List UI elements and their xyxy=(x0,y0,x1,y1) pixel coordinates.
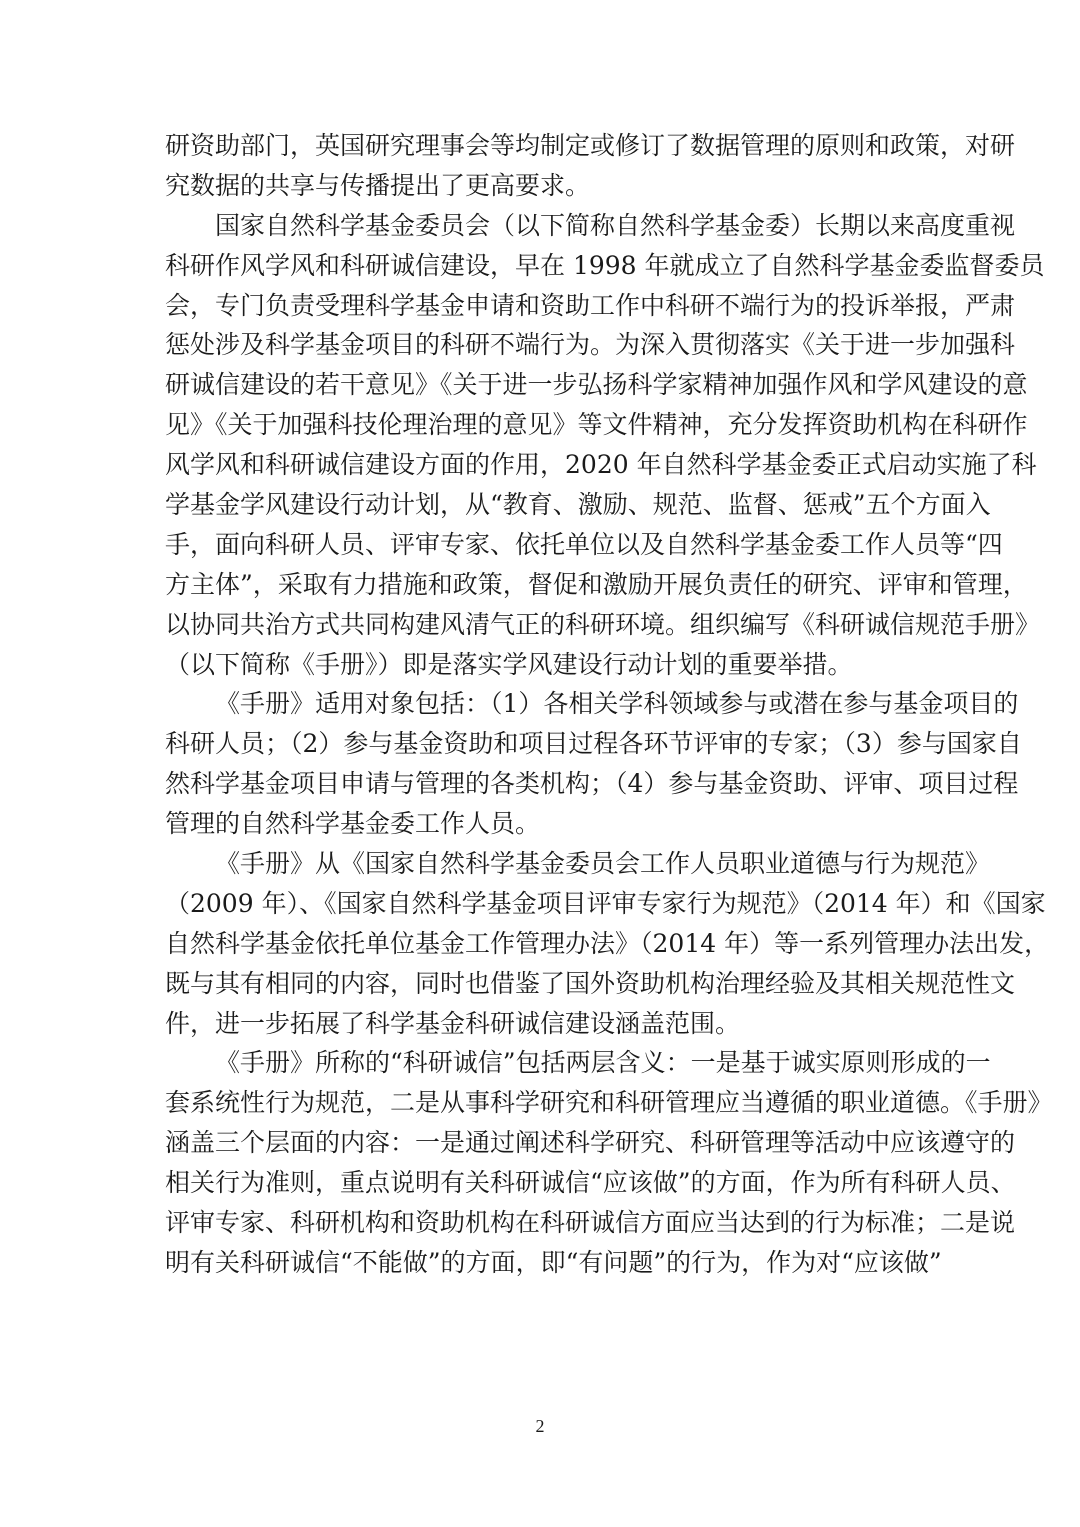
text-line: 涵盖三个层面的内容：一是通过阐述科学研究、科研管理等活动中应该遵守的 xyxy=(165,1128,1016,1158)
text-line: 件，进一步拓展了科学基金科研诚信建设涵盖范围。 xyxy=(165,1008,741,1038)
paragraph-first-line: 《手册》适用对象包括：（1）各相关学科领域参与或潜在参与基金项目的 xyxy=(215,689,1019,719)
text-line: （2009 年）、《国家自然科学基金项目评审专家行为规范》（2014 年）和《国家 xyxy=(165,888,1046,918)
text-line: 风学风和科研诚信建设方面的作用，2020 年自然科学基金委正式启动实施了科 xyxy=(165,450,1037,480)
text-line: 相关行为准则，重点说明有关科研诚信“应该做”的方面，作为所有科研人员、 xyxy=(165,1168,1016,1198)
text-line: 套系统性行为规范，二是从事科学研究和科研管理应当遵循的职业道德。《手册》 xyxy=(165,1088,1053,1118)
paragraph-first-line: 《手册》从《国家自然科学基金委员会工作人员职业道德与行为规范》 xyxy=(215,849,991,879)
text-line: 管理的自然科学基金委工作人员。 xyxy=(165,809,541,839)
text-line: 学基金学风建设行动计划，从“教育、激励、规范、监督、惩戒”五个方面入 xyxy=(165,490,991,520)
text-line: 自然科学基金依托单位基金工作管理办法》（2014 年）等一系列管理办法出发， xyxy=(165,928,1050,958)
text-line: 研诚信建设的若干意见》《关于进一步弘扬科学家精神加强作风和学风建设的意 xyxy=(165,370,1028,400)
text-line: 然科学基金项目申请与管理的各类机构；（4）参与基金资助、评审、项目过程 xyxy=(165,769,1019,799)
text-line: （以下简称《手册》）即是落实学风建设行动计划的重要举措。 xyxy=(165,649,853,679)
text-line: 惩处涉及科学基金项目的科研不端行为。为深入贯彻落实《关于进一步加强科 xyxy=(165,330,1016,360)
text-line: 科研作风学风和科研诚信建设，早在 1998 年就成立了自然科学基金委监督委员 xyxy=(165,250,1045,280)
text-line: 科研人员；（2）参与基金资助和项目过程各环节评审的专家；（3）参与国家自 xyxy=(165,729,1022,759)
text-line: 究数据的共享与传播提出了更高要求。 xyxy=(165,170,591,200)
text-line: 既与其有相同的内容，同时也借鉴了国外资助机构治理经验及其相关规范性文 xyxy=(165,968,1016,998)
paragraph-first-line: 《手册》所称的“科研诚信”包括两层含义：一是基于诚实原则形成的一 xyxy=(215,1048,991,1078)
text-line: 见》《关于加强科技伦理治理的意见》等文件精神，充分发挥资助机构在科研作 xyxy=(165,410,1028,440)
body-text xyxy=(165,126,1053,1283)
text-line: 会，专门负责受理科学基金申请和资助工作中科研不端行为的投诉举报，严肃 xyxy=(165,290,1016,320)
text-line: 研资助部门，英国研究理事会等均制定或修订了数据管理的原则和政策，对研 xyxy=(165,131,1016,160)
page-number: 2 xyxy=(535,1416,545,1436)
paragraph-first-line: 国家自然科学基金委员会（以下简称自然科学基金委）长期以来高度重视 xyxy=(215,210,1016,240)
text-line: 手，面向科研人员、评审专家、依托单位以及自然科学基金委工作人员等“四 xyxy=(165,529,1003,559)
text-line: 以协同共治方式共同构建风清气正的科研环境。组织编写《科研诚信规范手册》 xyxy=(165,609,1041,639)
text-line: 评审专家、科研机构和资助机构在科研诚信方面应当达到的行为标准；二是说 xyxy=(165,1208,1016,1238)
text-line: 方主体”，采取有力措施和政策，督促和激励开展负责任的研究、评审和管理， xyxy=(165,569,1028,599)
text-line: 明有关科研诚信“不能做”的方面，即“有问题”的行为，作为对“应该做” xyxy=(165,1247,942,1277)
